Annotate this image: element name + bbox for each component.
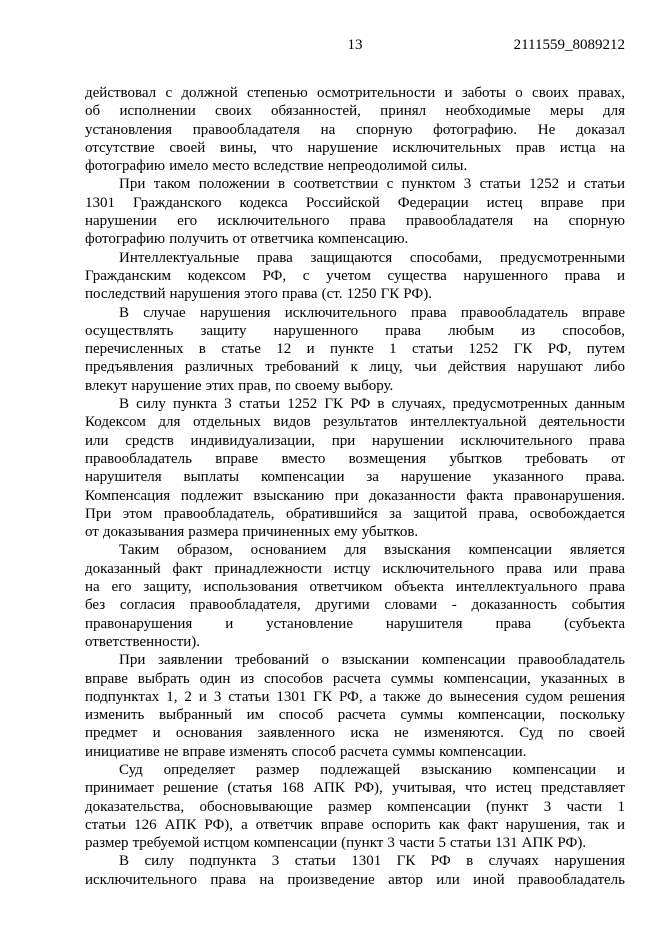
- text-line: Суд определяет размер подлежащей взысканию компенсации и: [119, 761, 625, 778]
- text-line: Кодексом для отдельных видов результатов интеллектуальной деятельности: [85, 414, 625, 431]
- text-line: принимает решение (статья 168 АПК РФ), учитывая, что истец представляет: [85, 780, 625, 797]
- paragraph: [85, 761, 625, 852]
- page-number: 13: [347, 37, 363, 53]
- text-line: изменить выбранный им способ расчета суммы компенсации, поскольку: [85, 707, 625, 724]
- text-line: исключительного права на произведение автор или иной правообладатель: [85, 871, 625, 888]
- text-line: нарушении его исключительного права правообладателя на спорную: [85, 213, 625, 230]
- text-line: подпунктах 1, 2 и 3 статьи 1301 ГК РФ, а также до вынесения судом решения: [85, 688, 625, 705]
- text-line: установления правообладателя на спорную фотографию. Не доказал: [85, 121, 625, 138]
- text-line: При этом правообладатель, обратившийся за защитой права, освобождается: [85, 505, 625, 522]
- text-line: Компенсация подлежит взысканию при доказанности факта правонарушения.: [85, 487, 625, 504]
- text-line: правообладатель вправе вместо возмещения убытков требовать от: [85, 450, 625, 467]
- text-line: правонарушения и установление нарушителя права (субъекта: [85, 615, 625, 632]
- paragraph: [85, 84, 625, 175]
- text-line: предъявления различных требований к лицу, чьи действия нарушают либо: [85, 359, 625, 376]
- text-line: доказательства, обосновывающие размер компенсации (пункт 3 части 1: [85, 798, 625, 815]
- document-id: 2111559_8089212: [513, 37, 625, 53]
- text-line: Таким образом, основанием для взыскания компенсации является: [119, 542, 625, 559]
- paragraph: [85, 651, 625, 761]
- paragraph: [85, 249, 625, 304]
- text-line: фотографию получить от ответчика компенсацию.: [85, 231, 409, 248]
- text-line: от доказывания размера причиненных ему убытков.: [85, 524, 419, 541]
- text-line: осуществлять защиту нарушенного права любым из способов,: [85, 322, 625, 339]
- text-line: При заявлении требований о взыскании компенсации правообладатель: [119, 652, 625, 669]
- paragraph: [85, 395, 625, 541]
- paragraph: [85, 852, 625, 889]
- text-line: ответственности).: [85, 633, 201, 650]
- text-line: на его защиту, использования ответчиком объекта интеллектуального права: [85, 579, 625, 596]
- text-line: доказанный факт принадлежности истцу исключительного права или права: [85, 560, 625, 577]
- text-line: статьи 126 АПК РФ), а ответчик вправе оспорить как факт нарушения, так и: [85, 816, 625, 833]
- text-line: Интеллектуальные права защищаются способами, предусмотренными: [119, 249, 625, 266]
- text-line: инициативе не вправе изменять способ расчета суммы компенсации.: [85, 743, 527, 760]
- text-line: фотографию имело место вследствие непреодолимой силы.: [85, 158, 468, 175]
- text-line: предмет и основания заявленного иска не изменяются. Суд по своей: [85, 725, 625, 742]
- text-line: или средств индивидуализации, при нарушении исключительного права: [85, 432, 625, 449]
- text-line: влекут нарушение этих прав, по своему выбору.: [85, 377, 394, 394]
- text-line: В случае нарушения исключительного права правообладатель вправе: [119, 304, 625, 321]
- paragraph: [85, 541, 625, 651]
- text-line: последствий нарушения этого права (ст. 1250 ГК РФ).: [85, 286, 432, 303]
- text-line: В силу подпункта 3 статьи 1301 ГК РФ в случаях нарушения: [119, 853, 625, 870]
- text-line: действовал с должной степенью осмотрительности и заботы о своих правах,: [85, 85, 625, 101]
- text-line: без согласия правообладателя, другими словами - доказанность события: [85, 597, 625, 614]
- text-line: Гражданским кодексом РФ, с учетом существа нарушенного права и: [85, 267, 625, 284]
- document-body: [85, 84, 625, 889]
- text-line: В силу пункта 3 статьи 1252 ГК РФ в случаях, предусмотренных данным: [119, 396, 625, 413]
- text-line: размер требуемой истцом компенсации (пункт 3 части 5 статьи 131 АПК РФ).: [85, 835, 587, 852]
- text-line: перечисленных в статье 12 и пункте 1 статьи 1252 ГК РФ, путем: [85, 341, 625, 358]
- text-line: вправе выбрать один из способов расчета суммы компенсации, указанных в: [85, 670, 625, 687]
- text-line: об исполнении своих обязанностей, принял необходимые меры для: [85, 103, 625, 120]
- text-line: 1301 Гражданского кодекса Российской Федерации истец вправе при: [85, 194, 625, 211]
- paragraph: [85, 175, 625, 248]
- text-line: нарушителя выплаты компенсации за нарушение указанного права.: [85, 469, 625, 486]
- text-line: отсутствие своей вины, что нарушение исключительных прав истца на: [85, 139, 625, 156]
- page-header: [85, 36, 625, 55]
- text-line: При таком положении в соответствии с пунктом 3 статьи 1252 и статьи: [119, 176, 625, 193]
- paragraph: [85, 304, 625, 395]
